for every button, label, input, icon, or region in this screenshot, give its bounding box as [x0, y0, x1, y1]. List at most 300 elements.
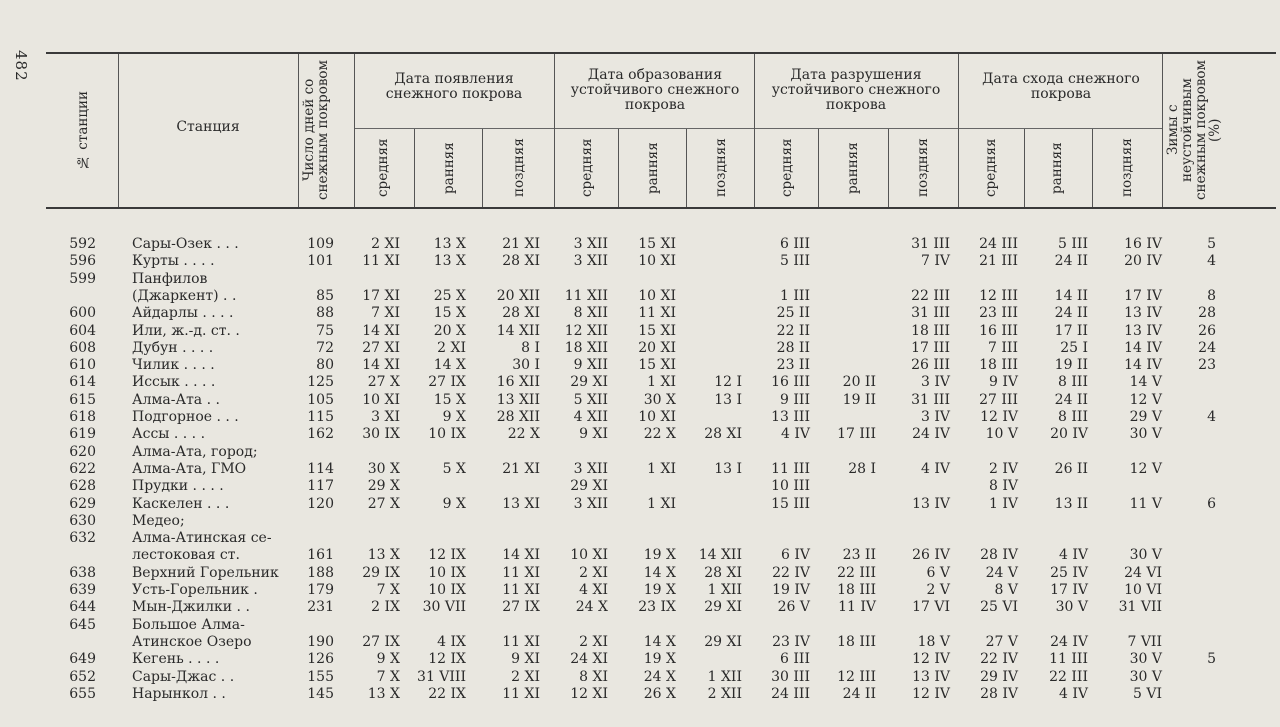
station-name: Иссык . . . . [132, 374, 216, 391]
unstable-percent: 26 [1198, 322, 1216, 339]
header-appear: Дата появления снежного покрова [385, 71, 523, 102]
form-early: 15 XI [638, 357, 676, 374]
form-late: 1 XII [707, 668, 742, 685]
divider [686, 129, 687, 207]
form-late: 13 I [714, 460, 742, 477]
melt-mean: 12 IV [980, 409, 1018, 425]
form-mean: 5 XII [573, 391, 608, 408]
header-form: Дата образования устойчивого снежного покрова [570, 67, 740, 113]
snow-days: 75 [316, 322, 334, 339]
station-number: 618 [69, 409, 96, 425]
sub-mean: средняя [779, 138, 795, 198]
station-name: Алма-Атинская се- [132, 530, 272, 547]
sub-mean: средняя [375, 138, 391, 198]
melt-mean: 8 IV [989, 478, 1018, 495]
destroy-late: 31 III [911, 236, 950, 252]
appear-late: 16 XII [496, 374, 540, 391]
form-late: 2 XII [707, 685, 742, 702]
form-mean: 11 XII [564, 287, 608, 304]
form-mean: 8 XII [573, 305, 608, 322]
form-early: 10 XI [638, 409, 676, 425]
snow-days: 145 [307, 685, 334, 702]
station-number: 610 [69, 357, 96, 374]
form-early: 19 X [643, 582, 676, 598]
destroy-mean: 6 III [780, 236, 810, 252]
divider [1024, 129, 1025, 207]
destroy-late: 6 V [926, 564, 950, 581]
station-name: Большое Алма- [132, 616, 245, 633]
table-row [46, 461, 1276, 478]
destroy-late: 18 V [917, 633, 950, 650]
appear-late: 28 XI [502, 253, 540, 270]
melt-mean: 18 III [979, 357, 1018, 374]
snow-days: 155 [307, 668, 334, 685]
appear-early: 10 IX [428, 582, 466, 598]
table-row [46, 617, 1276, 634]
melt-early: 24 IV [1050, 633, 1088, 650]
melt-late: 30 V [1129, 426, 1162, 443]
melt-mean: 21 III [979, 253, 1018, 270]
station-number: 592 [69, 236, 96, 252]
destroy-early: 28 I [848, 460, 876, 477]
form-mean: 29 XI [570, 374, 608, 391]
appear-mean: 17 XI [362, 287, 400, 304]
appear-late: 11 XI [502, 582, 540, 598]
divider [618, 129, 619, 207]
table-row [46, 478, 1276, 495]
appear-early: 12 IX [428, 547, 466, 564]
melt-late: 13 IV [1124, 322, 1162, 339]
melt-late: 31 VII [1118, 599, 1162, 616]
header-melt: Дата схода снежного покрова [982, 71, 1140, 102]
snow-days: 115 [307, 409, 334, 425]
melt-early: 22 III [1049, 668, 1088, 685]
station-name: Панфилов [132, 270, 208, 287]
form-mean: 3 XII [573, 495, 608, 512]
form-early: 23 IX [638, 599, 676, 616]
divider [888, 129, 889, 207]
form-early: 26 X [643, 685, 676, 702]
melt-mean: 22 IV [980, 651, 1018, 668]
appear-late: 13 XI [502, 495, 540, 512]
destroy-late: 13 IV [912, 495, 950, 512]
destroy-late: 26 III [911, 357, 950, 374]
destroy-late: 31 III [911, 305, 950, 322]
unstable-percent: 5 [1207, 651, 1216, 668]
melt-early: 25 I [1060, 339, 1088, 356]
form-mean: 3 XII [573, 460, 608, 477]
snow-days: 109 [307, 236, 334, 252]
page-number: 482 [12, 50, 30, 82]
sub-late: поздняя [713, 138, 729, 198]
destroy-early: 24 II [842, 685, 876, 702]
destroy-mean: 13 III [771, 409, 810, 425]
melt-early: 8 III [1058, 409, 1088, 425]
station-name: Мын-Джилки . . [132, 599, 250, 616]
destroy-mean: 4 IV [781, 426, 810, 443]
station-number: 628 [69, 478, 96, 495]
table-row [46, 392, 1276, 409]
appear-late: 11 XI [502, 564, 540, 581]
station-number: 632 [69, 530, 96, 547]
table-row [46, 582, 1276, 599]
appear-early: 5 X [442, 460, 466, 477]
unstable-percent: 4 [1207, 253, 1216, 270]
melt-early: 24 II [1054, 391, 1088, 408]
appear-early: 15 X [433, 305, 466, 322]
melt-mean: 24 V [985, 564, 1018, 581]
melt-late: 20 IV [1124, 253, 1162, 270]
table-row [46, 357, 1276, 374]
table-row [46, 253, 1276, 270]
destroy-early: 12 III [837, 668, 876, 685]
melt-early: 25 IV [1050, 564, 1088, 581]
station-number: 644 [69, 599, 96, 616]
form-mean: 12 XI [570, 685, 608, 702]
snow-days: 72 [316, 339, 334, 356]
sub-early: ранняя [441, 142, 457, 194]
snow-days: 80 [316, 357, 334, 374]
station-name: Кегень . . . . [132, 651, 220, 668]
destroy-mean: 30 III [771, 668, 810, 685]
melt-late: 11 V [1129, 495, 1162, 512]
table-row [46, 288, 1276, 305]
snow-days: 114 [307, 460, 334, 477]
melt-late: 24 VI [1124, 564, 1162, 581]
destroy-early: 22 III [837, 564, 876, 581]
destroy-mean: 15 III [771, 495, 810, 512]
form-early: 22 X [643, 426, 676, 443]
melt-early: 13 II [1054, 495, 1088, 512]
melt-early: 17 II [1054, 322, 1088, 339]
melt-mean: 7 III [988, 339, 1018, 356]
unstable-percent: 24 [1198, 339, 1216, 356]
table-row [46, 236, 1276, 253]
form-early: 1 XI [647, 374, 676, 391]
group-sub-rule [354, 128, 1162, 129]
destroy-late: 22 III [911, 287, 950, 304]
snow-days: 85 [316, 287, 334, 304]
snow-days: 231 [307, 599, 334, 616]
melt-late: 13 IV [1124, 305, 1162, 322]
appear-late: 14 XII [496, 322, 540, 339]
table-row [46, 686, 1276, 703]
station-number: 620 [69, 443, 96, 460]
table-row [46, 323, 1276, 340]
header-station: Станция [176, 119, 240, 135]
form-early: 30 X [643, 391, 676, 408]
destroy-late: 4 IV [921, 460, 950, 477]
melt-early: 24 II [1054, 305, 1088, 322]
station-number: 649 [69, 651, 96, 668]
form-mean: 18 XII [564, 339, 608, 356]
table-row [46, 444, 1276, 461]
unstable-percent: 6 [1207, 495, 1216, 512]
divider [1162, 54, 1163, 207]
melt-mean: 25 VI [980, 599, 1018, 616]
appear-early: 10 IX [428, 564, 466, 581]
appear-late: 11 XI [502, 685, 540, 702]
table-row [46, 547, 1276, 564]
destroy-mean: 25 II [776, 305, 810, 322]
appear-mean: 2 XI [371, 236, 400, 252]
table-top-rule [46, 52, 1276, 54]
unstable-percent: 23 [1198, 357, 1216, 374]
melt-late: 14 IV [1124, 357, 1162, 374]
form-early: 10 XI [638, 287, 676, 304]
destroy-late: 31 III [911, 391, 950, 408]
form-mean: 2 XI [579, 633, 608, 650]
destroy-mean: 9 III [780, 391, 810, 408]
appear-mean: 27 X [367, 495, 400, 512]
melt-early: 20 IV [1050, 426, 1088, 443]
station-number: 619 [69, 426, 96, 443]
appear-late: 22 X [507, 426, 540, 443]
table-row [46, 565, 1276, 582]
appear-early: 15 X [433, 391, 466, 408]
appear-early: 2 XI [437, 339, 466, 356]
form-late: 29 XI [704, 599, 742, 616]
appear-late: 14 XI [502, 547, 540, 564]
destroy-mean: 24 III [771, 685, 810, 702]
melt-mean: 28 IV [980, 547, 1018, 564]
destroy-mean: 22 IV [772, 564, 810, 581]
melt-late: 12 V [1129, 460, 1162, 477]
destroy-mean: 28 II [776, 339, 810, 356]
melt-mean: 23 III [979, 305, 1018, 322]
sub-mean: средняя [579, 138, 595, 198]
appear-early: 13 X [433, 236, 466, 252]
station-name: Нарынкол . . [132, 685, 226, 702]
destroy-mean: 10 III [771, 478, 810, 495]
appear-mean: 30 IX [362, 426, 400, 443]
form-mean: 24 XI [570, 651, 608, 668]
station-number: 630 [69, 512, 96, 529]
station-number: 600 [69, 305, 96, 322]
table-row [46, 530, 1276, 547]
station-number: 608 [69, 339, 96, 356]
appear-mean: 29 X [367, 478, 400, 495]
snow-cover-table [46, 50, 1276, 727]
melt-mean: 27 III [979, 391, 1018, 408]
divider [958, 54, 959, 207]
station-number: 596 [69, 253, 96, 270]
appear-late: 11 XI [502, 633, 540, 650]
station-number: 604 [69, 322, 96, 339]
station-name: Усть-Горельник . [132, 582, 258, 598]
snow-days: 117 [307, 478, 334, 495]
destroy-mean: 1 III [780, 287, 810, 304]
destroy-early: 19 II [842, 391, 876, 408]
form-early: 24 X [643, 668, 676, 685]
appear-early: 22 IX [428, 685, 466, 702]
form-mean: 9 XII [573, 357, 608, 374]
snow-days: 88 [316, 305, 334, 322]
melt-early: 8 III [1058, 374, 1088, 391]
form-late: 28 XI [704, 426, 742, 443]
station-name: Дубун . . . . [132, 339, 214, 356]
melt-late: 7 VII [1127, 633, 1162, 650]
melt-late: 29 V [1129, 409, 1162, 425]
snow-days: 105 [307, 391, 334, 408]
appear-early: 12 IX [428, 651, 466, 668]
appear-mean: 27 XI [362, 339, 400, 356]
appear-mean: 30 X [367, 460, 400, 477]
station-number: 614 [69, 374, 96, 391]
station-name: (Джаркент) . . [132, 287, 237, 304]
sub-late: поздняя [1119, 138, 1135, 198]
melt-early: 30 V [1055, 599, 1088, 616]
appear-mean: 13 X [367, 685, 400, 702]
appear-mean: 14 XI [362, 322, 400, 339]
table-row [46, 651, 1276, 668]
destroy-mean: 23 IV [772, 633, 810, 650]
appear-mean: 9 X [376, 651, 400, 668]
melt-early: 4 IV [1059, 547, 1088, 564]
appear-early: 31 VIII [417, 668, 466, 685]
appear-mean: 3 XI [371, 409, 400, 425]
station-name: Айдарлы . . . . [132, 305, 234, 322]
station-name: Атинское Озеро [132, 633, 252, 650]
station-name: Медео; [132, 512, 185, 529]
destroy-late: 17 VI [912, 599, 950, 616]
melt-mean: 9 IV [989, 374, 1018, 391]
appear-mean: 11 XI [362, 253, 400, 270]
melt-early: 26 II [1054, 460, 1088, 477]
appear-late: 30 I [512, 357, 540, 374]
melt-early: 14 II [1054, 287, 1088, 304]
destroy-late: 12 IV [912, 685, 950, 702]
melt-early: 24 II [1054, 253, 1088, 270]
station-name: Каскелен . . . [132, 495, 230, 512]
form-late: 29 XI [704, 633, 742, 650]
sub-early: ранняя [845, 142, 861, 194]
station-name: Алма-Ата, ГМО [132, 460, 247, 477]
form-mean: 10 XI [570, 547, 608, 564]
station-number: 599 [69, 270, 96, 287]
appear-late: 9 XI [511, 651, 540, 668]
station-name: Чилик . . . . [132, 357, 215, 374]
destroy-mean: 19 IV [772, 582, 810, 598]
melt-early: 17 IV [1050, 582, 1088, 598]
melt-mean: 8 V [994, 582, 1018, 598]
station-name: Верхний Горельник [132, 564, 279, 581]
melt-mean: 12 III [979, 287, 1018, 304]
table-row [46, 496, 1276, 513]
appear-late: 8 I [521, 339, 540, 356]
destroy-early: 17 III [837, 426, 876, 443]
destroy-late: 17 III [911, 339, 950, 356]
divider [554, 54, 555, 207]
destroy-late: 3 IV [921, 374, 950, 391]
appear-late: 21 XI [502, 236, 540, 252]
divider [298, 54, 299, 207]
melt-late: 30 V [1129, 651, 1162, 668]
form-mean: 9 XI [579, 426, 608, 443]
form-mean: 24 X [575, 599, 608, 616]
divider [754, 54, 755, 207]
melt-early: 4 IV [1059, 685, 1088, 702]
form-mean: 3 XII [573, 236, 608, 252]
destroy-early: 20 II [842, 374, 876, 391]
appear-mean: 7 X [376, 668, 400, 685]
station-name: Алма-Ата, город; [132, 443, 258, 460]
destroy-mean: 26 V [777, 599, 810, 616]
form-late: 13 I [714, 391, 742, 408]
destroy-mean: 5 III [780, 253, 810, 270]
destroy-mean: 6 IV [781, 547, 810, 564]
station-name: Алма-Ата . . [132, 391, 220, 408]
melt-late: 30 V [1129, 547, 1162, 564]
melt-mean: 1 IV [989, 495, 1018, 512]
destroy-late: 7 IV [921, 253, 950, 270]
appear-late: 2 XI [511, 668, 540, 685]
form-mean: 29 XI [570, 478, 608, 495]
appear-late: 27 IX [502, 599, 540, 616]
melt-mean: 2 IV [989, 460, 1018, 477]
appear-late: 28 XII [496, 409, 540, 425]
snow-days: 161 [307, 547, 334, 564]
table-row [46, 271, 1276, 288]
table-row [46, 409, 1276, 426]
melt-mean: 10 V [985, 426, 1018, 443]
destroy-late: 3 IV [921, 409, 950, 425]
snow-days: 162 [307, 426, 334, 443]
melt-late: 12 V [1129, 391, 1162, 408]
table-row [46, 634, 1276, 651]
melt-early: 5 III [1058, 236, 1088, 252]
appear-early: 20 X [433, 322, 466, 339]
header-bottom-rule [46, 207, 1276, 209]
form-early: 15 XI [638, 322, 676, 339]
table-row [46, 669, 1276, 686]
destroy-mean: 16 III [771, 374, 810, 391]
destroy-late: 18 III [911, 322, 950, 339]
melt-late: 16 IV [1124, 236, 1162, 252]
destroy-late: 2 V [926, 582, 950, 598]
snow-days: 179 [307, 582, 334, 598]
snow-days: 125 [307, 374, 334, 391]
snow-days: 120 [307, 495, 334, 512]
melt-mean: 16 III [979, 322, 1018, 339]
appear-late: 20 XII [496, 287, 540, 304]
destroy-early: 23 II [842, 547, 876, 564]
station-name: Курты . . . . [132, 253, 215, 270]
sub-mean: средняя [983, 138, 999, 198]
appear-early: 10 IX [428, 426, 466, 443]
melt-late: 17 IV [1124, 287, 1162, 304]
form-mean: 8 XI [579, 668, 608, 685]
station-number: 655 [69, 685, 96, 702]
appear-mean: 7 XI [371, 305, 400, 322]
form-early: 10 XI [638, 253, 676, 270]
header-unstable: Зимы с неустойчивым снежным покровом (%) [1165, 59, 1223, 201]
appear-early: 13 X [433, 253, 466, 270]
melt-mean: 28 IV [980, 685, 1018, 702]
sub-early: ранняя [645, 142, 661, 194]
station-name: Сары-Джас . . [132, 668, 235, 685]
divider [354, 54, 355, 207]
form-early: 19 X [643, 547, 676, 564]
appear-early: 30 VII [422, 599, 466, 616]
appear-early: 25 X [433, 287, 466, 304]
appear-late: 28 XI [502, 305, 540, 322]
form-early: 14 X [643, 633, 676, 650]
table-row [46, 513, 1276, 530]
snow-days: 188 [307, 564, 334, 581]
snow-days: 190 [307, 633, 334, 650]
appear-mean: 27 X [367, 374, 400, 391]
